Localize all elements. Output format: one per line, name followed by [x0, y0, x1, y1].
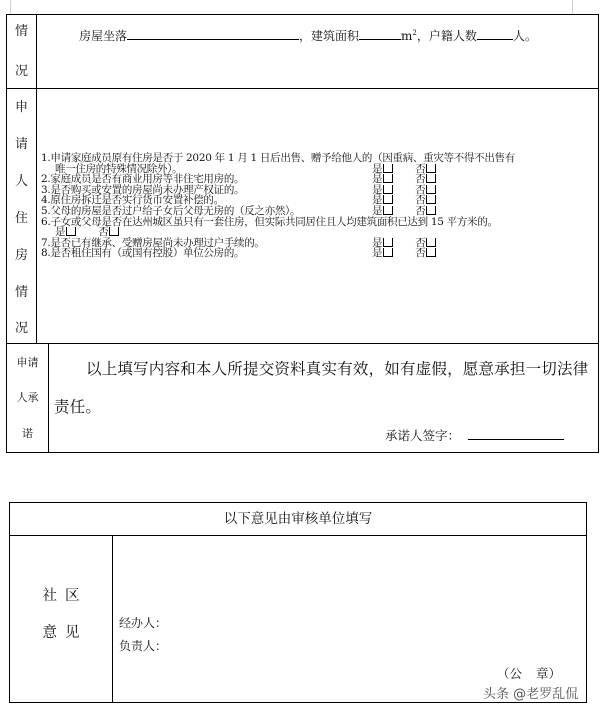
review-header: 以下意见由审核单位填写 — [10, 503, 586, 536]
application-form-table — [6, 14, 599, 453]
no-label: 否 — [415, 173, 426, 186]
yes-label: 是 — [372, 173, 383, 186]
label-char: 住 — [14, 211, 28, 226]
pledge-row — [7, 344, 598, 452]
yes-no-group — [372, 206, 436, 217]
no-option[interactable] — [415, 206, 436, 217]
question-text: 6.子女或父母是否在达州城区虽只有一套住房，但实际共同居住且人均建筑面积已达到 15 平方米的。 — [41, 215, 498, 228]
opinion-label: 意见 — [42, 625, 88, 641]
signature-field[interactable] — [468, 426, 564, 440]
household-info-content — [37, 15, 598, 88]
no-label: 否 — [415, 236, 426, 249]
question-text: 4.原住房拆迁是否实行货币安置补偿的。 — [41, 194, 224, 207]
no-checkbox[interactable] — [426, 206, 436, 215]
review-table — [9, 502, 587, 703]
page-margin-guide-right — [572, 0, 573, 14]
pledge-content — [49, 344, 598, 452]
yes-option[interactable] — [372, 206, 393, 217]
label-text: 诺 — [22, 427, 33, 440]
housing-situation-content — [37, 89, 598, 343]
label-text: 人承 — [16, 391, 39, 404]
community-opinion-field[interactable] — [113, 536, 586, 702]
yes-no-group — [372, 248, 436, 259]
no-label: 否 — [415, 194, 426, 207]
no-label: 否 — [415, 183, 426, 196]
question-text: 3.是否购买或安置的房屋尚未办理产权证的。 — [41, 183, 245, 196]
household-info-row — [7, 15, 598, 89]
label-char: 情 — [14, 24, 28, 39]
yes-label: 是 — [372, 247, 383, 260]
label-char: 申 — [14, 100, 28, 115]
watermark: 头条 @老罗乱侃 — [483, 687, 579, 702]
yes-option[interactable] — [372, 248, 393, 259]
question-item-8 — [41, 248, 592, 259]
question-text: 2.家庭成员是否有商业用房等非住宅用房的。 — [41, 173, 245, 186]
yes-label: 是 — [372, 162, 383, 175]
label-char: 请 — [14, 137, 28, 152]
no-checkbox[interactable] — [426, 174, 436, 183]
label-char: 况 — [14, 321, 28, 336]
signature-line — [385, 426, 564, 444]
question-text: 7.是否已有继承、受赠房屋尚未办理过户手续的。 — [41, 236, 265, 249]
no-checkbox[interactable] — [426, 248, 436, 257]
address-label: 房屋坐落 — [79, 29, 128, 43]
yes-checkbox[interactable] — [383, 195, 393, 204]
question-text: 1.申请家庭成员原有住房是否于 2020 年 1 月 1 日后出售、赠予给他人的（因重病、重灾等不得不出售有 — [41, 152, 515, 164]
page-margin-guide-left — [10, 0, 11, 14]
official-seal-label: （公 章） — [497, 666, 561, 681]
area-unit-sup: 2 — [412, 29, 417, 37]
yes-checkbox[interactable] — [383, 174, 393, 183]
yes-checkbox[interactable] — [383, 238, 393, 247]
yes-checkbox[interactable] — [383, 185, 393, 194]
no-checkbox[interactable] — [426, 185, 436, 194]
household-info-line — [79, 25, 537, 44]
label-char: 况 — [14, 64, 28, 79]
yes-checkbox[interactable] — [66, 227, 76, 236]
no-checkbox[interactable] — [426, 238, 436, 247]
label-char: 情 — [14, 285, 28, 300]
housing-question-list — [41, 153, 592, 259]
community-opinion-label — [10, 536, 113, 702]
household-info-label — [7, 15, 37, 88]
yes-checkbox[interactable] — [383, 248, 393, 257]
question-item-6 — [41, 217, 592, 228]
yes-label: 是 — [55, 226, 66, 239]
handler-label: 经办人： — [119, 616, 168, 630]
address-field[interactable] — [127, 27, 299, 40]
members-label: ，户籍人数 — [416, 29, 477, 43]
yes-checkbox[interactable] — [383, 164, 393, 173]
area-unit-text: m — [401, 29, 413, 43]
no-label: 否 — [415, 204, 426, 217]
no-label: 否 — [415, 162, 426, 175]
no-checkbox[interactable] — [109, 227, 119, 236]
pledge-text: 以上填写内容和本人所提交资料真实有效，如有虚假，愿意承担一切法律责任。 — [54, 360, 589, 416]
yes-label: 是 — [372, 194, 383, 207]
housing-situation-label — [7, 89, 37, 343]
question-text: 5.父母的房屋是否过户给子女后父母无房的（反之亦然）。 — [41, 204, 301, 217]
no-option[interactable] — [415, 248, 436, 259]
yes-checkbox[interactable] — [383, 206, 393, 215]
community-label: 社区 — [42, 588, 88, 604]
area-label: ，建筑面积 — [299, 29, 360, 43]
question-text-continuation: 唯一住房的特殊情况除外）。 — [55, 162, 183, 175]
label-text: 申请 — [16, 356, 39, 369]
no-label: 否 — [415, 247, 426, 260]
area-field[interactable] — [359, 27, 401, 40]
no-checkbox[interactable] — [426, 164, 436, 173]
label-char: 房 — [14, 248, 28, 263]
no-label: 否 — [98, 226, 109, 239]
question-text: 8.是否租住国有（或国有控股）单位公房的。 — [41, 247, 245, 260]
signature-label: 承诺人签字： — [385, 428, 461, 443]
yes-label: 是 — [372, 236, 383, 249]
members-unit: 人。 — [512, 29, 537, 43]
no-checkbox[interactable] — [426, 195, 436, 204]
responsible-person-label: 负责人： — [119, 639, 168, 653]
question-item-5 — [41, 206, 592, 217]
label-char: 人 — [14, 174, 28, 189]
yes-label: 是 — [372, 183, 383, 196]
area-unit — [401, 29, 417, 43]
question-item-1 — [41, 153, 592, 164]
members-field[interactable] — [477, 27, 513, 40]
yes-label: 是 — [372, 204, 383, 217]
pledge-label — [7, 344, 49, 452]
housing-situation-row — [7, 89, 598, 344]
